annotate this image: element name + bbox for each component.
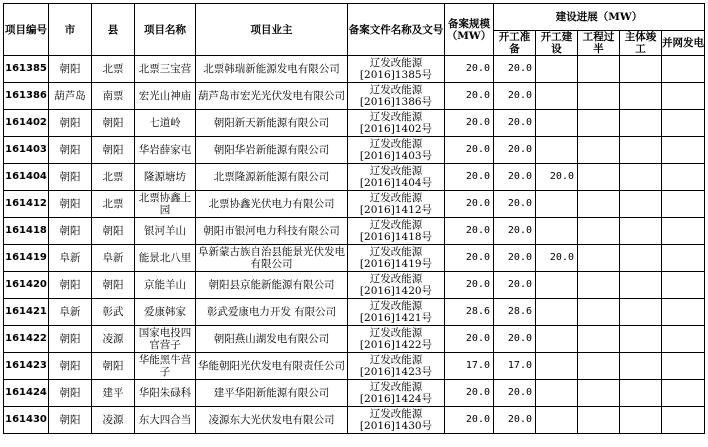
cell-scale: 20.0 <box>445 380 494 407</box>
cell-county: 北票 <box>92 164 135 191</box>
cell-owner: 北票协鑫光伏电力有限公司 <box>196 191 348 218</box>
filing-authority: 辽发改能源 <box>369 245 423 258</box>
cell-scale: 20.0 <box>445 407 494 434</box>
cell-halfway <box>578 353 620 380</box>
cell-filing-doc <box>348 353 445 380</box>
cell-prep: 28.6 <box>494 299 536 326</box>
cell-county: 阜新 <box>92 245 135 272</box>
cell-main-complete <box>620 245 662 272</box>
cell-owner: 朝阳市银河电力科技有限公司 <box>196 218 348 245</box>
cell-prep: 20.0 <box>494 218 536 245</box>
filing-authority: 辽发改能源 <box>369 218 423 231</box>
header-owner: 项目业主 <box>196 4 348 56</box>
filing-number: [2016]1404号 <box>359 177 433 189</box>
cell-prep: 20.0 <box>494 56 536 83</box>
header-scale: 备案规模（MW） <box>445 4 494 56</box>
cell-county: 南票 <box>92 83 135 110</box>
filing-authority: 辽发改能源 <box>369 407 423 420</box>
cell-halfway <box>578 218 620 245</box>
cell-project-name: 东大四合当 <box>135 407 196 434</box>
cell-city: 朝阳 <box>49 272 92 299</box>
cell-project-id: 161412 <box>4 191 49 218</box>
cell-city: 朝阳 <box>49 218 92 245</box>
cell-county: 朝阳 <box>92 218 135 245</box>
cell-filing-doc <box>348 218 445 245</box>
cell-grid-connected <box>662 353 705 380</box>
cell-project-name: 华能黑牛营子 <box>135 353 196 380</box>
cell-prep: 20.0 <box>494 164 536 191</box>
cell-grid-connected <box>662 326 705 353</box>
cell-grid-connected <box>662 218 705 245</box>
cell-county: 建平 <box>92 380 135 407</box>
cell-halfway <box>578 83 620 110</box>
cell-filing-doc <box>348 272 445 299</box>
cell-project-name: 华岩薛家屯 <box>135 137 196 164</box>
filing-authority: 辽发改能源 <box>369 353 423 366</box>
project-table <box>3 3 705 434</box>
cell-start <box>536 191 578 218</box>
cell-prep: 20.0 <box>494 137 536 164</box>
filing-number: [2016]1403号 <box>359 150 433 162</box>
cell-start <box>536 110 578 137</box>
filing-number: [2016]1420号 <box>359 285 433 297</box>
cell-grid-connected <box>662 56 705 83</box>
cell-halfway <box>578 191 620 218</box>
cell-project-id: 161404 <box>4 164 49 191</box>
cell-grid-connected <box>662 137 705 164</box>
table-row <box>4 245 705 272</box>
cell-halfway <box>578 272 620 299</box>
cell-project-id: 161403 <box>4 137 49 164</box>
cell-filing-doc <box>348 245 445 272</box>
cell-main-complete <box>620 83 662 110</box>
cell-county: 北票 <box>92 191 135 218</box>
filing-authority: 辽发改能源 <box>369 326 423 339</box>
filing-authority: 辽发改能源 <box>369 299 423 312</box>
cell-start <box>536 380 578 407</box>
filing-number: [2016]1419号 <box>359 258 433 270</box>
cell-start <box>536 326 578 353</box>
header-id: 项目编号 <box>4 4 49 56</box>
cell-city: 朝阳 <box>49 191 92 218</box>
cell-project-name: 国家电投四官营子 <box>135 326 196 353</box>
cell-grid-connected <box>662 245 705 272</box>
filing-number: [2016]1430号 <box>359 420 433 432</box>
header-grade: 工程过半 <box>578 31 620 56</box>
filing-number: [2016]1424号 <box>359 393 433 405</box>
table-row <box>4 299 705 326</box>
cell-project-id: 161402 <box>4 110 49 137</box>
cell-project-id: 161421 <box>4 299 49 326</box>
cell-halfway <box>578 137 620 164</box>
cell-halfway <box>578 326 620 353</box>
cell-project-id: 161422 <box>4 326 49 353</box>
cell-county: 朝阳 <box>92 272 135 299</box>
filing-authority: 辽发改能源 <box>369 164 423 177</box>
cell-project-id: 161419 <box>4 245 49 272</box>
cell-city: 朝阳 <box>49 380 92 407</box>
cell-project-name: 七道岭 <box>135 110 196 137</box>
cell-start: 20.0 <box>536 164 578 191</box>
table-row <box>4 83 705 110</box>
filing-number: [2016]1412号 <box>359 204 433 216</box>
cell-scale: 20.0 <box>445 191 494 218</box>
cell-city: 朝阳 <box>49 137 92 164</box>
cell-grid-connected <box>662 407 705 434</box>
cell-halfway <box>578 407 620 434</box>
cell-city: 阜新 <box>49 245 92 272</box>
cell-scale: 20.0 <box>445 272 494 299</box>
cell-scale: 28.6 <box>445 299 494 326</box>
cell-filing-doc <box>348 380 445 407</box>
cell-main-complete <box>620 137 662 164</box>
cell-prep: 20.0 <box>494 326 536 353</box>
cell-project-id: 161430 <box>4 407 49 434</box>
cell-project-name: 宏光山神庙 <box>135 83 196 110</box>
filing-authority: 辽发改能源 <box>369 272 423 285</box>
header-doc: 备案文件名称及文号 <box>348 4 445 56</box>
cell-filing-doc <box>348 56 445 83</box>
cell-owner: 葫芦岛市宏光光伏发电有限公司 <box>196 83 348 110</box>
cell-main-complete <box>620 407 662 434</box>
cell-grid-connected <box>662 380 705 407</box>
filing-authority: 辽发改能源 <box>369 83 423 96</box>
table-row <box>4 326 705 353</box>
cell-city: 朝阳 <box>49 110 92 137</box>
cell-main-complete <box>620 326 662 353</box>
cell-owner: 北票韩瑞新能源发电有限公司 <box>196 56 348 83</box>
filing-authority: 辽发改能源 <box>369 191 423 204</box>
cell-prep: 20.0 <box>494 380 536 407</box>
header-main: 主体竣工 <box>620 31 662 56</box>
table-row <box>4 56 705 83</box>
cell-halfway <box>578 299 620 326</box>
cell-project-name: 北票协鑫上园 <box>135 191 196 218</box>
cell-scale: 20.0 <box>445 83 494 110</box>
header-county: 县 <box>92 4 135 56</box>
table-row <box>4 164 705 191</box>
header-grid: 并网发电 <box>662 31 705 56</box>
cell-filing-doc <box>348 137 445 164</box>
cell-main-complete <box>620 164 662 191</box>
cell-start <box>536 299 578 326</box>
table-row <box>4 110 705 137</box>
cell-prep: 17.0 <box>494 353 536 380</box>
cell-scale: 20.0 <box>445 137 494 164</box>
cell-main-complete <box>620 353 662 380</box>
cell-city: 阜新 <box>49 299 92 326</box>
cell-county: 凌源 <box>92 407 135 434</box>
cell-halfway <box>578 110 620 137</box>
cell-scale: 20.0 <box>445 218 494 245</box>
cell-project-name: 隆源塘坊 <box>135 164 196 191</box>
cell-scale: 20.0 <box>445 245 494 272</box>
cell-project-name: 京能羊山 <box>135 272 196 299</box>
header-start: 开工建设 <box>536 31 578 56</box>
table-row <box>4 353 705 380</box>
cell-project-id: 161420 <box>4 272 49 299</box>
cell-owner: 华能朝阳光伏发电有限责任公司 <box>196 353 348 380</box>
cell-start <box>536 137 578 164</box>
cell-main-complete <box>620 110 662 137</box>
cell-project-id: 161385 <box>4 56 49 83</box>
cell-city: 葫芦岛 <box>49 83 92 110</box>
table-row <box>4 191 705 218</box>
cell-grid-connected <box>662 164 705 191</box>
filing-authority: 辽发改能源 <box>369 56 423 69</box>
cell-filing-doc <box>348 407 445 434</box>
cell-start <box>536 272 578 299</box>
cell-project-name: 能景北八里 <box>135 245 196 272</box>
cell-grid-connected <box>662 110 705 137</box>
cell-owner: 彰武爱康电力开发 有限公司 <box>196 299 348 326</box>
cell-project-id: 161424 <box>4 380 49 407</box>
table-row <box>4 407 705 434</box>
cell-start <box>536 353 578 380</box>
header-city: 市 <box>49 4 92 56</box>
cell-main-complete <box>620 191 662 218</box>
cell-scale: 20.0 <box>445 326 494 353</box>
cell-grid-connected <box>662 83 705 110</box>
cell-city: 朝阳 <box>49 407 92 434</box>
cell-start <box>536 56 578 83</box>
header-progress: 建设进展（MW） <box>494 4 705 31</box>
cell-main-complete <box>620 299 662 326</box>
cell-halfway <box>578 245 620 272</box>
cell-prep: 20.0 <box>494 191 536 218</box>
cell-halfway <box>578 380 620 407</box>
cell-owner: 朝阳燕山湖发电有限公司 <box>196 326 348 353</box>
cell-project-name: 北票三宝营 <box>135 56 196 83</box>
cell-grid-connected <box>662 272 705 299</box>
filing-number: [2016]1402号 <box>359 123 433 135</box>
cell-filing-doc <box>348 83 445 110</box>
cell-main-complete <box>620 380 662 407</box>
cell-owner: 建平华阳新能源有限公司 <box>196 380 348 407</box>
cell-scale: 20.0 <box>445 110 494 137</box>
cell-county: 彰武 <box>92 299 135 326</box>
cell-county: 北票 <box>92 56 135 83</box>
filing-number: [2016]1423号 <box>359 366 433 378</box>
cell-prep: 20.0 <box>494 272 536 299</box>
cell-owner: 北票隆源新能源有限公司 <box>196 164 348 191</box>
filing-number: [2016]1418号 <box>359 231 433 243</box>
cell-city: 朝阳 <box>49 353 92 380</box>
cell-project-id: 161386 <box>4 83 49 110</box>
cell-main-complete <box>620 56 662 83</box>
cell-project-name: 银河羊山 <box>135 218 196 245</box>
cell-prep: 20.0 <box>494 83 536 110</box>
cell-county: 朝阳 <box>92 110 135 137</box>
filing-number: [2016]1421号 <box>359 312 433 324</box>
cell-filing-doc <box>348 299 445 326</box>
filing-number: [2016]1422号 <box>359 339 433 351</box>
cell-owner: 朝阳新天新能源有限公司 <box>196 110 348 137</box>
cell-filing-doc <box>348 164 445 191</box>
cell-halfway <box>578 56 620 83</box>
cell-scale: 20.0 <box>445 164 494 191</box>
cell-project-id: 161423 <box>4 353 49 380</box>
table-row <box>4 218 705 245</box>
cell-start <box>536 83 578 110</box>
cell-start: 20.0 <box>536 245 578 272</box>
cell-filing-doc <box>348 191 445 218</box>
cell-main-complete <box>620 218 662 245</box>
cell-owner: 阜新蒙古族自治县能景光伏发电有限公司 <box>196 245 348 272</box>
cell-filing-doc <box>348 326 445 353</box>
filing-authority: 辽发改能源 <box>369 137 423 150</box>
cell-grid-connected <box>662 299 705 326</box>
cell-main-complete <box>620 272 662 299</box>
cell-start <box>536 407 578 434</box>
cell-owner: 凌源东大光伏发电有限公司 <box>196 407 348 434</box>
cell-scale: 20.0 <box>445 56 494 83</box>
header-prep: 开工准备 <box>494 31 536 56</box>
filing-authority: 辽发改能源 <box>369 110 423 123</box>
cell-owner: 朝阳华岩新能源有限公司 <box>196 137 348 164</box>
cell-scale: 17.0 <box>445 353 494 380</box>
cell-grid-connected <box>662 191 705 218</box>
filing-number: [2016]1386号 <box>359 96 433 108</box>
filing-number: [2016]1385号 <box>359 69 433 81</box>
table-row <box>4 137 705 164</box>
cell-city: 朝阳 <box>49 164 92 191</box>
cell-city: 朝阳 <box>49 56 92 83</box>
cell-project-name: 爱康韩家 <box>135 299 196 326</box>
cell-halfway <box>578 164 620 191</box>
table-row <box>4 380 705 407</box>
cell-prep: 20.0 <box>494 407 536 434</box>
table-row <box>4 272 705 299</box>
cell-prep: 20.0 <box>494 245 536 272</box>
cell-project-name: 华阳朱碌科 <box>135 380 196 407</box>
cell-project-id: 161418 <box>4 218 49 245</box>
cell-county: 凌源 <box>92 326 135 353</box>
cell-county: 朝阳 <box>92 137 135 164</box>
header-name: 项目名称 <box>135 4 196 56</box>
cell-start <box>536 218 578 245</box>
cell-filing-doc <box>348 110 445 137</box>
cell-owner: 朝阳县京能新能源有限公司 <box>196 272 348 299</box>
cell-city: 朝阳 <box>49 326 92 353</box>
filing-authority: 辽发改能源 <box>369 380 423 393</box>
cell-county: 朝阳 <box>92 353 135 380</box>
cell-prep: 20.0 <box>494 110 536 137</box>
